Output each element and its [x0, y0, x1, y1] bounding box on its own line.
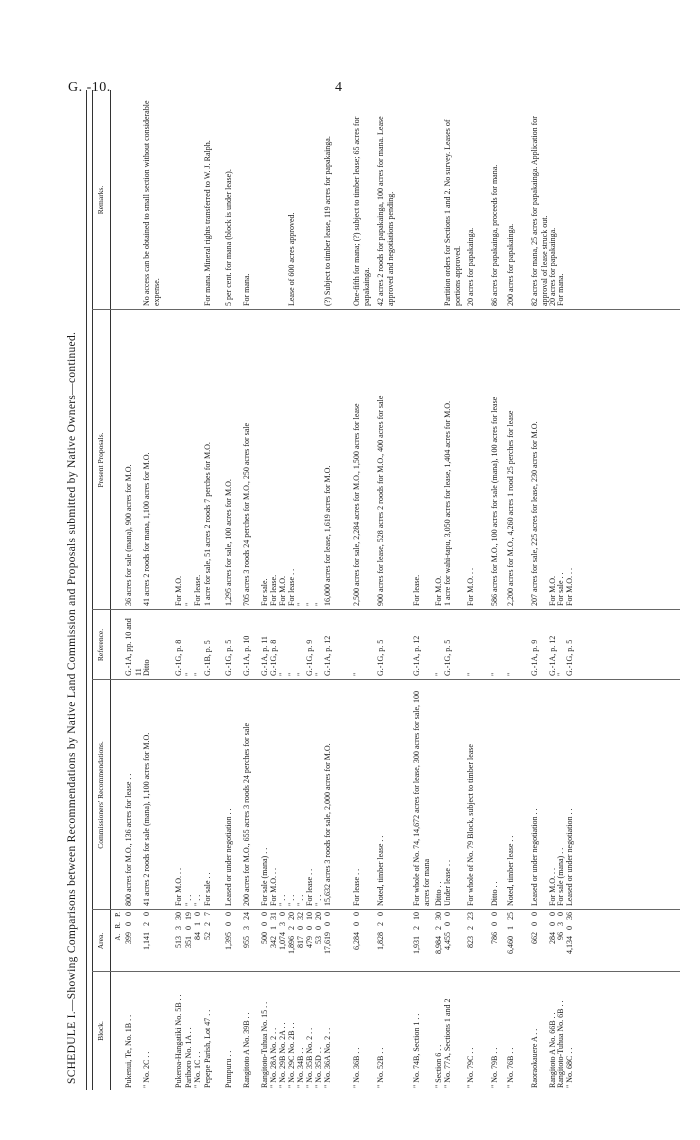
row-area: 52 2 7: [203, 912, 212, 940]
row-reference: ": [466, 672, 475, 676]
row-block: " No. 76B . .: [506, 1047, 515, 1088]
col-remarks: Remarks.: [96, 185, 105, 215]
row-remarks: 5 per cent. for mana (block is under lease).: [224, 169, 233, 306]
row-recommendation: " . .: [314, 894, 323, 906]
row-reference: G.-1B, p. 5: [203, 640, 212, 676]
row-recommendation: Ditto . .: [490, 881, 499, 906]
row-proposal: For sale.: [260, 578, 269, 606]
row-area: 342 1 31: [269, 912, 278, 948]
row-proposal: ": [296, 602, 305, 606]
row-block: Parihoro No. 1A . .: [184, 1027, 193, 1088]
row-block: Rangitoto A No. 39B . .: [242, 1012, 251, 1088]
divider: [92, 609, 680, 610]
row-area: 1,141 2 0: [142, 912, 151, 950]
row-recommendation: For lease . .: [305, 868, 314, 906]
row-area: 4,455 0 0: [443, 912, 452, 950]
row-proposal: 41 acres 2 roods for mana, 1,100 acres for M.O.: [142, 452, 151, 606]
row-recommendation: Leased or under negotiation . .: [224, 808, 233, 906]
row-block: Rangitoto A No. 66B . .: [548, 1012, 557, 1088]
row-reference: G.-1G, p. 8: [174, 639, 183, 676]
row-proposal: 900 acres for lease, 528 acres 2 roods for M.O., 400 acres for sale: [376, 395, 385, 606]
row-recommendation: 41 acres 2 roods for sale (mana), 1,100 acres for M.O.: [142, 732, 151, 906]
row-recommendation: Noted, timber lease . .: [506, 835, 515, 906]
row-block: " Section 6 . .: [434, 1044, 443, 1088]
row-area: 955 3 24: [242, 912, 251, 948]
row-recommendation: For M.O. . .: [269, 867, 278, 906]
row-area: 662 0 0: [530, 912, 539, 944]
row-recommendation: For sale . .: [203, 872, 212, 906]
row-proposal: For sale . .: [556, 572, 565, 606]
row-remarks: Partition orders for Sections 1 and 2. No survey. Leases of portions approved.: [443, 119, 462, 306]
row-proposal: For M.O. . .: [466, 567, 475, 606]
row-area: 817 0 32: [296, 912, 305, 948]
row-block: " No. 35B No. 2 . .: [305, 1027, 314, 1088]
row-remarks: 82 acres for mana, 25 acres for papakainga. Application for approval of lease struck out.: [530, 116, 549, 306]
row-recommendation: Ditto . .: [434, 881, 443, 906]
row-recommendation: " . .: [287, 894, 296, 906]
page-ref: G. -10.: [68, 80, 111, 95]
row-recommendation: Noted, timber lease . .: [376, 835, 385, 906]
row-recommendation: 800 acres for M.O., 136 acres for lease . .: [124, 773, 133, 906]
row-area: 823 2 23: [466, 912, 475, 948]
row-reference: G.-1G, p. 5: [376, 639, 385, 676]
row-area: 786 0 0: [490, 912, 499, 944]
row-block: Pepepe Parish, Lot 47 . .: [203, 1009, 212, 1088]
row-area: 1,395 0 0: [224, 912, 233, 950]
row-reference: ": [287, 672, 296, 676]
row-area: 84 1 0: [193, 912, 202, 940]
row-block: Rangitoto-Tuhua No. 6B . .: [556, 1000, 565, 1088]
row-proposal: ": [184, 602, 193, 606]
row-reference: G.-1A, p. 9: [530, 639, 539, 676]
row-reference: ": [490, 672, 499, 676]
row-reference: G.-1G, p. 5: [443, 639, 452, 676]
row-area: 53 0 20: [314, 912, 323, 944]
row-block: " No. 74B, Section 1 . .: [412, 1013, 421, 1088]
row-recommendation: " . .: [193, 894, 202, 906]
row-area: 284 0 0: [548, 912, 557, 944]
row-reference: G.-1A, p. 10: [242, 635, 251, 676]
divider: [92, 971, 680, 972]
col-block: Block.: [96, 1021, 105, 1041]
row-proposal: For M.O.: [174, 575, 183, 606]
row-block: Rangitoto-Tuhua No. 15 . .: [260, 1001, 269, 1088]
schedule-title: SCHEDULE I.—Showing Comparisons between Recommendations by Native Land Commission and Proposals submitted by Native Owners—continued.: [66, 331, 78, 1084]
row-block: Pukenui, Te, No. 1B . .: [124, 1014, 133, 1088]
row-reference: G.-1G, p. 5: [565, 639, 574, 676]
row-reference: G.-1A, p. 12: [323, 635, 332, 676]
row-recommendation: For lease . .: [352, 868, 361, 906]
row-recommendation: For whole of No. 74, 14,672 acres for lease, 300 acres for sale, 100 acres for mana: [412, 690, 431, 906]
row-proposal: For M.O.: [278, 575, 287, 606]
row-block: Pukeroa-Hangatiki No. 5B . .: [174, 994, 183, 1088]
divider: [92, 309, 680, 310]
row-recommendation: For sale (mana) . .: [556, 847, 565, 906]
row-recommendation: Leased or under negotiation . .: [530, 808, 539, 906]
row-proposal: 705 acres 3 roods 24 perches for M.O., 250 acres for sale: [242, 422, 251, 606]
row-proposal: 586 acres for M.O., 100 acres for sale (mana), 100 acres for lease: [490, 396, 499, 606]
row-area: 1,896 2 20: [287, 912, 296, 954]
row-proposal: 36 acres for sale (mana), 900 acres for M.O.: [124, 464, 133, 606]
col-proposals: Present Proposals.: [96, 432, 105, 488]
page-number: 4: [335, 80, 342, 95]
row-block: " No. 79B . .: [490, 1047, 499, 1088]
row-reference: G.-1G, p. 5: [224, 639, 233, 676]
row-reference: ": [296, 672, 305, 676]
row-recommendation: For M.O. . .: [174, 867, 183, 906]
row-reference: G.-1A, p. 12: [412, 635, 421, 676]
row-recommendation: " . .: [184, 894, 193, 906]
row-block: " No. 2C . .: [142, 1051, 151, 1088]
col-reference: Reference.: [96, 628, 105, 662]
row-block: " No. 52B . .: [376, 1047, 385, 1088]
row-remarks: 200 acres for papakainga.: [506, 223, 515, 306]
row-recommendation: " . .: [296, 894, 305, 906]
row-reference: ": [434, 672, 443, 676]
row-reference: Ditto: [142, 659, 151, 676]
row-proposal: 1 acre for sale, 51 acres 2 roods 7 perches for M.O.: [203, 442, 212, 606]
row-remarks: 20 acres for papakainga.: [466, 227, 475, 306]
row-proposal: 16,000 acres for lease, 1,619 acres for M.O.: [323, 465, 332, 606]
row-proposal: For lease.: [269, 574, 278, 606]
divider: [92, 679, 680, 680]
divider: [92, 909, 680, 910]
row-area: 17,619 0 0: [323, 912, 332, 954]
row-recommendation: For M.O. . .: [548, 867, 557, 906]
row-proposal: 2,500 acres for sale, 2,284 acres for M.O., 1,500 acres for lease: [352, 403, 361, 606]
row-proposal: 207 acres for sale, 225 acres for lease, 230 acres for M.O.: [530, 421, 539, 606]
row-area: 399 0 0: [124, 912, 133, 944]
row-proposal: For lease.: [193, 574, 202, 606]
rule-top: [86, 90, 87, 1090]
rule-top2: [92, 90, 93, 1090]
row-block: " No. 35D . .: [314, 1047, 323, 1088]
row-block: " No. 29C No. 2B . .: [287, 1022, 296, 1088]
row-reference: ": [278, 672, 287, 676]
row-reference: G.-1A, pp. 10 and 11: [124, 618, 143, 676]
row-recommendation: For sale (mana) . .: [260, 847, 269, 906]
row-block: " No. 34B . .: [296, 1047, 305, 1088]
row-area: 500 0 0: [260, 912, 269, 944]
row-proposal: For lease.: [412, 574, 421, 606]
row-remarks: (?) Subject to timber lease, 119 acres for papakainga.: [323, 136, 332, 306]
col-area: Area.: [96, 932, 105, 950]
col-recommendations: Commissioners' Recommendations.: [96, 741, 105, 849]
row-reference: G.-1G, p. 8: [269, 639, 278, 676]
row-area: 1,828 2 0: [376, 912, 385, 950]
row-area: 513 3 30: [174, 912, 183, 948]
row-area: 1,074 3 0: [278, 912, 287, 950]
row-proposal: 1 acre for wahi-tapu, 3,050 acres for lease, 1,404 acres for M.O.: [443, 400, 452, 606]
row-recommendation: Leased or under negotiation . .: [565, 808, 574, 906]
row-remarks: One-fifth for mana; (?) subject to timber lease; 65 acres for papakainga.: [352, 116, 371, 306]
row-reference: ": [193, 672, 202, 676]
row-recommendation: For whole of No. 79 Block, subject to timber lease: [466, 744, 475, 906]
row-proposal: For M.O.: [434, 575, 443, 606]
row-remarks: For mana.: [242, 273, 251, 306]
row-remarks: 42 acres 2 roods for papakainga, 100 acres for mana. Lease approved and negotiations pending.: [376, 116, 395, 306]
row-area: 6,284 0 0: [352, 912, 361, 950]
row-recommendation: 200 acres for M.O., 655 acres 3 roods 24 perches for sale: [242, 722, 251, 906]
row-proposal: For M.O. . .: [565, 567, 574, 606]
row-proposal: ": [305, 602, 314, 606]
row-recommendation: Under lease . .: [443, 860, 452, 906]
row-recommendation: " . .: [278, 894, 287, 906]
row-remarks: 20 acres for papakainga.: [548, 227, 557, 306]
row-remarks: For mana. Mineral rights transferred to W. J. Ralph.: [203, 140, 212, 306]
row-reference: G.-1G, p. 9: [305, 639, 314, 676]
rule-head: [110, 90, 111, 1090]
row-block: " No. 29B No. 2A . .: [278, 1022, 287, 1088]
row-block: " No. 68C . .: [565, 1047, 574, 1088]
row-block: " No. 36B . .: [352, 1047, 361, 1088]
row-reference: G.-1A, p. 12: [548, 635, 557, 676]
row-area: 479 0 10: [305, 912, 314, 948]
row-proposal: 1,295 acres for sale, 100 acres for M.O.: [224, 479, 233, 606]
row-proposal: 2,200 acres for M.O., 4,260 acres 1 rood 25 perches for lease: [506, 410, 515, 606]
row-area: 8,984 2 30: [434, 912, 443, 954]
row-block: " No. 77A, Sections 1 and 2: [443, 998, 452, 1088]
area-units: A. R. P.: [114, 912, 122, 941]
row-proposal: ": [314, 602, 323, 606]
row-area: 1,931 2 10: [412, 912, 421, 954]
rotated-table: [62, 90, 682, 1090]
row-recommendation: 15,632 acres 3 roods for sale, 2,000 acres for M.O.: [323, 743, 332, 906]
row-area: 6,460 1 25: [506, 912, 515, 954]
row-remarks: Lease of 600 acres approved.: [287, 212, 296, 306]
row-area: 96 3 0: [556, 912, 565, 940]
row-reference: G.-1A, p. 11: [260, 636, 269, 676]
row-block: " No. 28A No. 2 . .: [269, 1027, 278, 1088]
row-remarks: 86 acres for papakainga, proceeds for mana.: [490, 164, 499, 306]
row-remarks: For mana.: [556, 273, 565, 306]
row-reference: ": [556, 672, 565, 676]
row-reference: ": [506, 672, 515, 676]
row-proposal: For lease . .: [287, 568, 296, 606]
row-reference: ": [184, 672, 193, 676]
row-area: 4,134 0 36: [565, 912, 574, 954]
row-block: Pumpuru . .: [224, 1050, 233, 1088]
row-block: Raoraokauere A . .: [530, 1028, 539, 1088]
row-block: " No. 1C . .: [193, 1051, 202, 1088]
row-reference: ": [314, 672, 323, 676]
row-proposal: For M.O.: [548, 575, 557, 606]
row-block: " No. 36A No. 2 . .: [323, 1027, 332, 1088]
row-area: 351 0 19: [184, 912, 193, 948]
row-block: " No. 79C . .: [466, 1047, 475, 1088]
row-reference: ": [352, 672, 361, 676]
row-remarks: No access can be obtained to small section without considerable expense.: [142, 100, 161, 306]
